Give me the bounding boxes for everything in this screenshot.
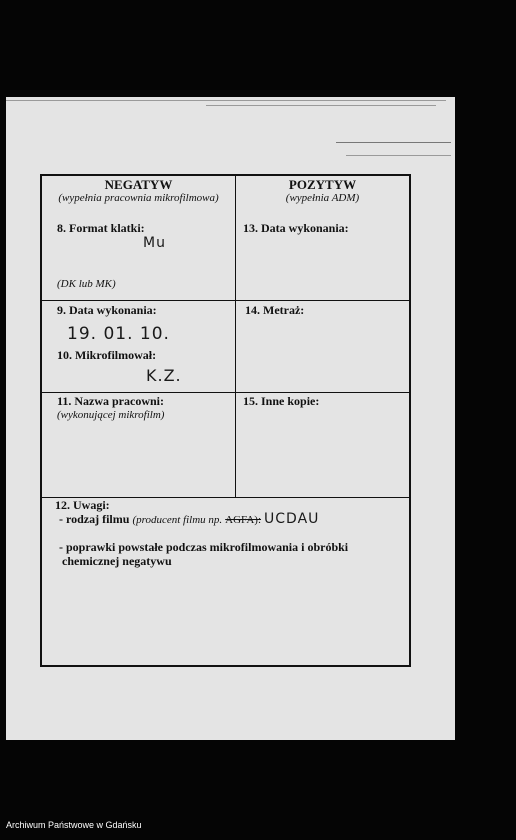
pozytyw-title: POZYTYW <box>288 177 357 192</box>
copies-label: 15. Inne kopie: <box>243 394 320 408</box>
microfilmer-value: K.Z. <box>146 366 182 385</box>
remarks-label: 12. Uwagi: <box>55 498 110 512</box>
studio-label: 11. Nazwa pracowni: <box>57 394 164 408</box>
microfilm-form <box>40 174 411 667</box>
archive-footer: Archiwum Państwowe w Gdańsku <box>6 820 142 830</box>
date-label: 9. Data wykonania: <box>57 303 157 317</box>
pozytyw-subtitle: (wypełnia ADM) <box>285 192 360 204</box>
scan-artifact <box>6 100 446 101</box>
studio-note: (wykonującej mikrofilm) <box>57 409 165 421</box>
negatyw-title: NEGATYW <box>104 177 173 192</box>
remarks-film-struck: AGFA): <box>225 514 262 526</box>
remarks-film-value: UCDAU <box>264 511 320 527</box>
format-value: Mu <box>143 235 166 251</box>
scan-artifact <box>336 142 451 143</box>
row-divider <box>42 392 409 393</box>
remarks-film-producent: (producent filmu np. <box>132 514 223 526</box>
negatyw-subtitle: (wypełnia pracownia mikrofilmowa) <box>58 192 219 204</box>
positive-date-label: 13. Data wykonania: <box>243 221 349 235</box>
remarks-line-film <box>59 511 319 527</box>
meters-label: 14. Metraż: <box>245 303 305 317</box>
format-label: 8. Format klatki: <box>57 221 145 235</box>
scan-artifact <box>346 155 451 156</box>
row-divider <box>42 300 409 301</box>
column-divider <box>235 176 236 498</box>
date-value: 19. 01. 10. <box>67 324 170 344</box>
remarks-corrections-cont: chemicznej negatywu <box>62 554 172 568</box>
format-note: (DK lub MK) <box>57 278 116 290</box>
remarks-film-type: - rodzaj filmu <box>59 512 130 526</box>
remarks-corrections: - poprawki powstałe podczas mikrofilmowania i obróbki <box>59 540 349 554</box>
scan-artifact <box>206 105 436 106</box>
microfilmer-label: 10. Mikrofilmował: <box>57 348 157 362</box>
